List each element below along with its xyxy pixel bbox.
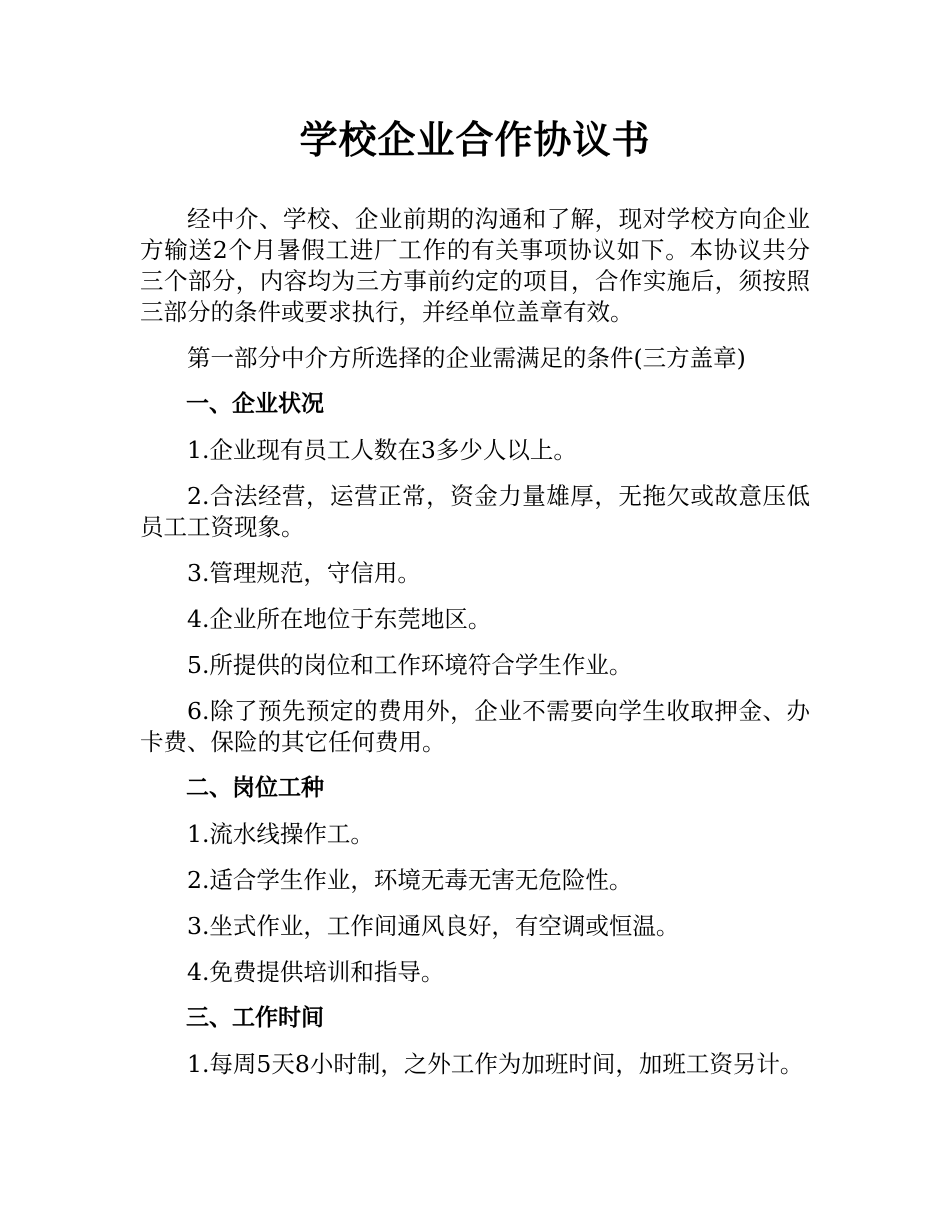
list-item: 4.免费提供培训和指导。 [187, 958, 445, 986]
part-one-heading: 第一部分中介方所选择的企业需满足的条件(三方盖章) [187, 344, 746, 372]
list-item: 3.管理规范，守信用。 [187, 559, 421, 587]
list-item: 1.每周5天8小时制，之外工作为加班时间，加班工资另计。 [187, 1050, 804, 1078]
list-item: 3.坐式作业，工作间通风良好，有空调或恒温。 [187, 912, 680, 940]
list-item: 1.流水线操作工。 [187, 820, 374, 848]
document-title: 学校企业合作协议书 [299, 118, 651, 162]
list-item: 4.企业所在地位于东莞地区。 [187, 605, 492, 633]
list-item: 5.所提供的岗位和工作环境符合学生作业。 [187, 651, 633, 679]
section-heading-job-types: 二、岗位工种 [186, 775, 324, 801]
list-item: 2.适合学生作业，环境无毒无害无危险性。 [187, 866, 633, 894]
document-body [140, 110, 810, 1095]
list-item: 2.合法经营，运营正常，资金力量雄厚，无拖欠或故意压低员工工资现象。 [140, 482, 810, 541]
section-heading-enterprise-status: 一、企业状况 [186, 391, 324, 417]
list-item: 1.企业现有员工人数在3多少人以上。 [187, 436, 577, 464]
section-heading-work-hours: 三、工作时间 [186, 1005, 324, 1031]
list-item: 6.除了预先预定的费用外，企业不需要向学生收取押金、办卡费、保险的其它任何费用。 [140, 697, 810, 756]
intro-paragraph: 经中介、学校、企业前期的沟通和了解，现对学校方向企业方输送2个月暑假工进厂工作的有关事项协议如下。本协议共分三个部分，内容均为三方事前约定的项目，合作实施后，须按照三部分的条件或要求执行，并经单位盖章有效。 [140, 205, 810, 326]
